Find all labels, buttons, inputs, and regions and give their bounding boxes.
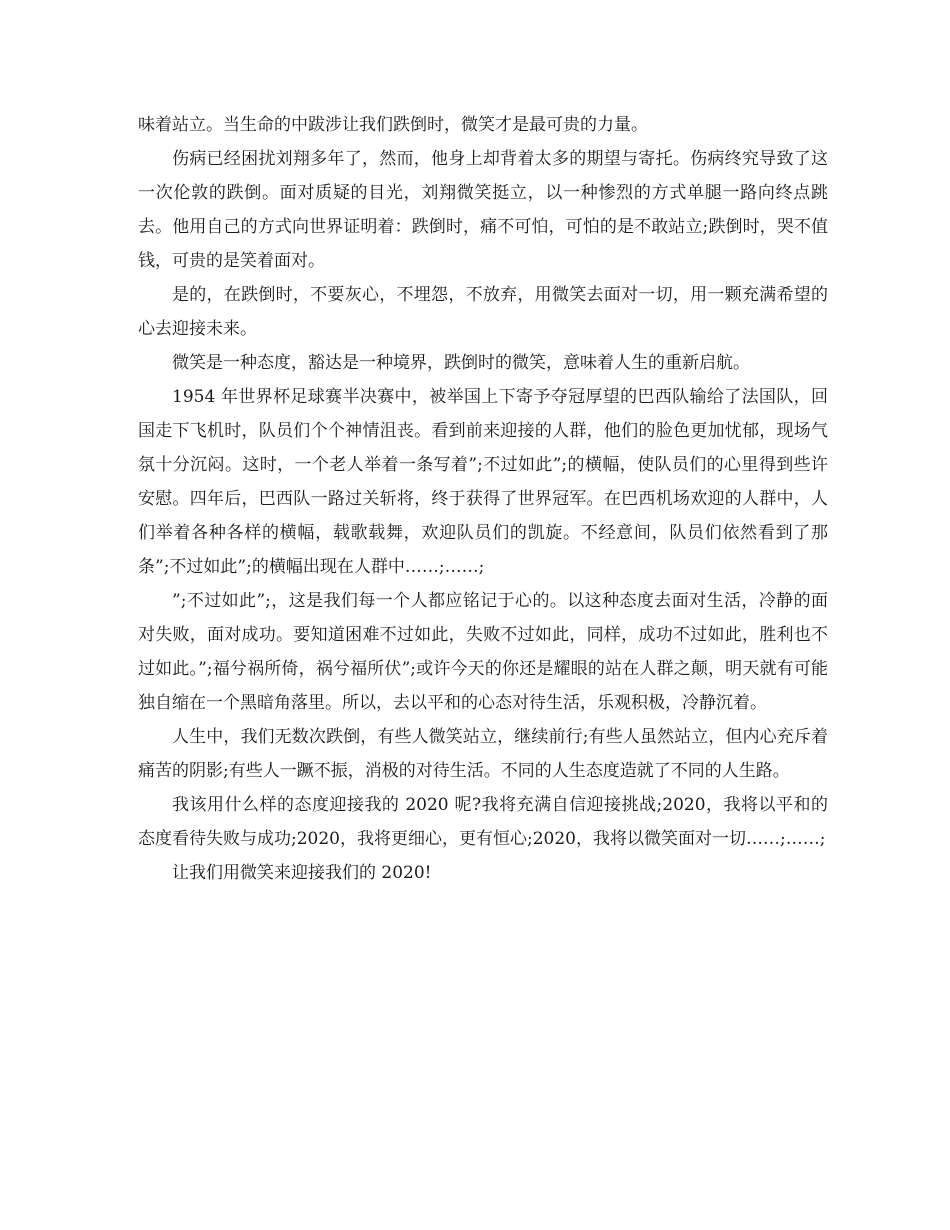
paragraph-brazil-1954: 1954 年世界杯足球赛半决赛中，被举国上下寄予夺冠厚望的巴西队输给了法国队，回国走下飞机时，队员们个个神情沮丧。看到前来迎接的人群，他们的脸色更加忧郁，现场气氛十分沉闷。这时，一个老人举着一条写着”;不过如此”;的横幅，使队员们的心里得到些许安慰。四年后，巴西队一路过关斩将，终于获得了世界冠军。在巴西机场欢迎的人群中，人们举着各种各样的横幅，载歌载舞，欢迎队员们的凯旋。不经意间，队员们依然看到了那条”;不过如此”;的横幅出现在人群中……;……; [138, 387, 828, 577]
document-page [138, 108, 828, 890]
paragraph-smile-attitude: 微笑是一种态度，豁达是一种境界，跌倒时的微笑，意味着人生的重新启航。 [172, 353, 750, 373]
paragraph-closing: 让我们用微笑来迎接我们的 2020! [172, 863, 432, 883]
paragraph-dont-give-up: 是的，在跌倒时，不要灰心，不埋怨，不放弃，用微笑去面对一切，用一颗充满希望的心去迎接未来。 [138, 285, 828, 339]
paragraph-2020-plans: 我该用什么样的态度迎接我的 2020 呢?我将充满自信迎接挑战;2020，我将以平和的态度看待失败与成功;2020，我将更细心，更有恒心;2020，我将以微笑面对一切……;……; [138, 795, 828, 849]
paragraph-life-falls: 人生中，我们无数次跌倒，有些人微笑站立，继续前行;有些人虽然站立，但内心充斥着痛苦的阴影;有些人一蹶不振，消极的对待生活。不同的人生态度造就了不同的人生路。 [138, 727, 828, 781]
paragraph-continuation: 味着站立。当生命的中跋涉让我们跌倒时，微笑才是最可贵的力量。 [138, 115, 648, 135]
paragraph-liu-xiang: 伤病已经困扰刘翔多年了，然而，他身上却背着太多的期望与寄托。伤病终究导致了这一次伦敦的跌倒。面对质疑的目光，刘翔微笑挺立，以一种惨烈的方式单腿一路向终点跳去。他用自己的方式向世界证明着：跌倒时，痛不可怕，可怕的是不敢站立;跌倒时，哭不值钱，可贵的是笑着面对。 [138, 149, 828, 271]
paragraph-nothing-more: ”;不过如此”;，这是我们每一个人都应铭记于心的。以这种态度去面对生活，冷静的面对失败，面对成功。要知道困难不过如此，失败不过如此，同样，成功不过如此，胜利也不过如此。”;福兮祸所倚，祸兮福所伏”;或许今天的你还是耀眼的站在人群之颠，明天就有可能独自缩在一个黑暗角落里。所以，去以平和的心态对待生活，乐观积极，冷静沉着。 [138, 591, 828, 713]
